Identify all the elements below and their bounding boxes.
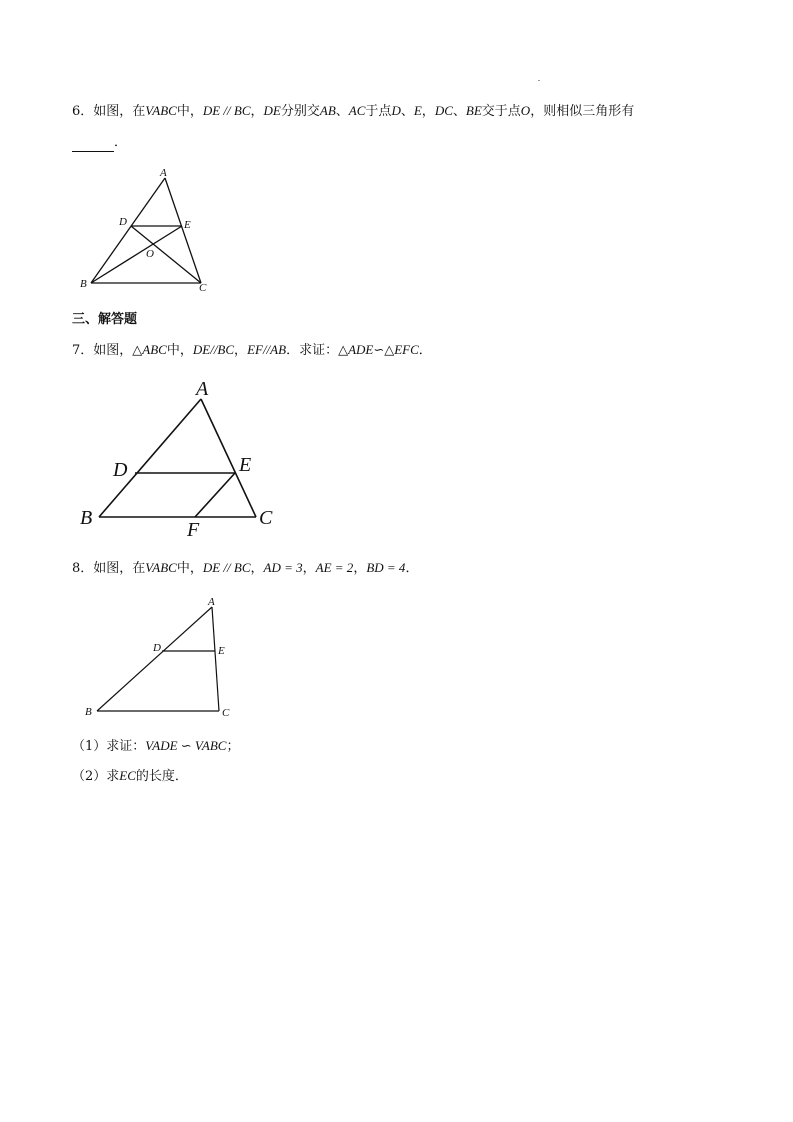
q7-text: ， [234,343,248,358]
q6-label-e: E [184,219,191,231]
q6-text: 、 [400,104,414,119]
q8-label-d: D [153,642,161,654]
q7-claim: △ADE∽△EFC [338,342,419,357]
q8-part1-end: ； [226,739,240,754]
q7-text: 如图， [93,343,133,358]
q7-condition-2: EF//AB [247,342,287,357]
q8-label-a: A [208,596,215,608]
q7-text: 中， [166,343,193,358]
q7-end: ． [418,343,432,358]
q8-part-2 [72,767,188,786]
q8-part2-end: 的长度． [135,769,188,784]
q6-number: 6． [72,104,94,119]
q6-end: ． [114,135,128,150]
q8-part2-segment: EC [119,768,136,783]
q8-end: ． [405,561,419,576]
q7-label-e: E [239,454,252,476]
q6-label-o: O [146,248,154,260]
q7-number: 7． [72,343,94,358]
q8-text: ， [353,561,367,576]
q6-text: 、 [452,104,466,119]
q7-label-a: A [196,378,209,400]
q6-segment: AC [348,103,366,118]
q7-condition-1: DE//BC [192,342,235,357]
q8-triangle: VABC [145,560,177,575]
q8-label-e: E [218,645,225,657]
q6-text: 交于点 [481,104,521,119]
q6-label-b: B [80,278,87,290]
q7-text: ．求证： [286,343,339,358]
q8-label-b: B [85,706,92,718]
q6-text: 如图，在 [93,104,146,119]
q6-text: ， [421,104,435,119]
q6-text: 中， [176,104,203,119]
q7-label-c: C [259,507,273,529]
q6-label-a: A [160,167,167,179]
q6-point: E [413,103,422,118]
q6-label-c: C [199,282,207,294]
q6-point: D [391,103,401,118]
q8-number: 8． [72,561,94,576]
q7-label-f: F [187,519,200,541]
q8-given-bd: BD = 4 [366,560,406,575]
q8-label-c: C [222,707,230,719]
q8-part1-prefix: （1）求证： [72,739,146,754]
q8-given-ae: AE = 2 [315,560,354,575]
q6-segment: DE [263,103,281,118]
q8-part-1 [72,737,239,756]
q6-text: 于点 [365,104,392,119]
q8-given-ad: AD = 3 [263,560,303,575]
q8-part2-prefix: （2）求 [72,769,120,784]
q6-text: 分别交 [280,104,320,119]
q8-condition: DE // BC [202,560,251,575]
q6-text: ， [250,104,264,119]
q6-segment: AB [319,103,336,118]
q7-label-b: B [80,507,93,529]
q8-part1-claim: VADE ∽ VABC [145,738,227,753]
q8-side-ab [97,607,212,711]
q8-side-ac [212,607,219,711]
q6-segment: DC [434,103,453,118]
q6-segment: BE [465,103,482,118]
q8-text: ， [250,561,264,576]
q8-text: 如图，在 [93,561,146,576]
q6-condition: DE // BC [202,103,251,118]
q6-triangle: VABC [145,103,177,118]
q6-label-d: D [119,216,127,228]
q7-label-d: D [113,459,128,481]
q6-text: 、 [335,104,349,119]
q8-text: 中， [176,561,203,576]
q7-triangle: △ABC [132,342,167,357]
q6-point: O [520,103,531,118]
section-heading: 三、解答题 [72,312,138,327]
q6-text: ，则相似三角形有 [530,104,635,119]
q8-text: ， [302,561,316,576]
